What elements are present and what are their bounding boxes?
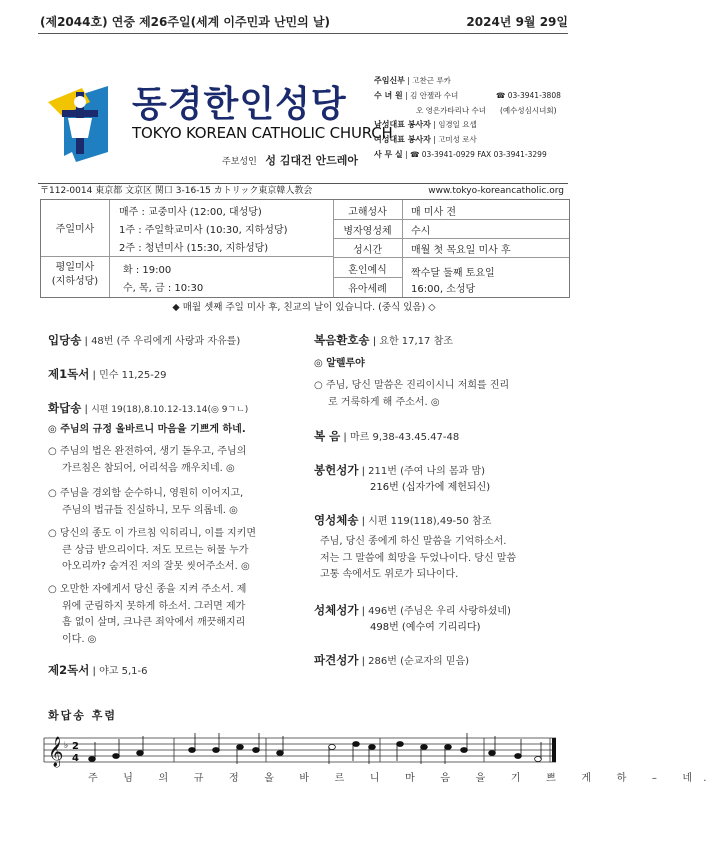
church-address: 〒112-0014 東京都 文京区 関口 3-16-15 カトリック東京韓人教会 <box>40 186 313 196</box>
sacrament-label: 고해성사 <box>348 207 387 218</box>
sacrament-label: 성시간 <box>353 245 382 256</box>
staff-row: 주임신부 | 고찬근 루카 <box>374 76 451 85</box>
staff-row: 오 영은가타리나 수녀 (예수성심시녀회) <box>416 105 557 115</box>
psalm-response: ◎ 주님의 규정 올바르니 마음을 기쁘게 하네. <box>48 424 246 435</box>
communion-hymn: 성체성가 | 496번 (주님은 우리 사랑하셨네) <box>314 603 511 617</box>
staff-row: 수 녀 원 | 김 안젤라 수녀 ☎ 03-3941-3808 <box>374 90 561 100</box>
gospel: 복 음 | 마르 9,38-43.45.47-48 <box>314 429 460 443</box>
issue-header <box>40 13 568 30</box>
issue-title: (제2044호) 연중 제26주일(세계 이주민과 난민의 날) <box>40 15 330 29</box>
weekday-mass-time: 수, 목, 금 : 10:30 <box>123 283 204 294</box>
communion-antiphon: 영성체송 | 시편 119(118),49-50 참조 <box>314 513 492 527</box>
sunday-mass-time: 1주 : 주일학교미사 (10:30, 지하성당) <box>119 225 288 236</box>
psalm-verse: ○ 주님을 경외함 순수하니, 영원히 이어지고, 주님의 법규들 진실하니, 모두 의롭네. ◎ <box>48 488 244 516</box>
second-reading: 제2독서 | 야고 5,1-6 <box>48 663 148 677</box>
sacrament-time: 매 미사 전 <box>411 207 456 218</box>
sacrament-time: 짝수달 둘째 토요일 <box>411 268 495 279</box>
offertory-hymn-2: 216번 (십자가에 제헌되신) <box>370 482 491 493</box>
sacrament-time: 매월 첫 목요일 미사 후 <box>411 245 511 256</box>
offertory-hymn: 봉헌성가 | 211번 (주여 나의 몸과 맘) <box>314 463 486 477</box>
staff-list <box>374 74 574 163</box>
gospel-acclamation: 복음환호송 | 요한 17,17 참조 <box>314 333 453 347</box>
issue-date: 2024년 9월 29일 <box>466 15 568 29</box>
sacrament-label: 병자영성체 <box>343 226 392 237</box>
time-signature-top: 2 <box>72 741 79 752</box>
responsorial-psalm: 화답송 | 시편 19(18),8.10.12-13.14(◎ 9ㄱㄴ) <box>48 401 249 415</box>
treble-clef-icon: 𝄞 <box>48 737 64 767</box>
address-bar <box>40 184 568 199</box>
communion-antiphon-text: 주님, 당신 종에게 하신 말씀을 기억하소서. 저는 그 말씀에 희망을 두었나이다. 당신 말씀 고통 속에서도 위로가 되나이다. <box>320 536 517 580</box>
staff-row: 여성대표 봉사자 | 고미성 로사 <box>374 135 477 145</box>
fellowship-notice: ◆ 매월 셋째 주일 미사 후, 친교의 날이 있습니다. (중식 있음) ◇ <box>172 302 436 313</box>
sacrament-label: 혼인예식 <box>348 265 387 276</box>
church-website-link[interactable]: www.tokyo-koreancatholic.org <box>428 186 564 196</box>
sacrament-label: 유아세례 <box>348 284 387 295</box>
church-name-korean: 동경한인성당 <box>132 84 347 125</box>
psalm-verse: ○ 주님의 법은 완전하여, 생기 돋우고, 주님의 가르침은 참되어, 어리석음 깨우치네. ◎ <box>48 446 247 474</box>
psalm-verse: ○ 오만한 자에게서 당신 종을 지켜 주소서. 제 위에 군림하지 못하게 하소서. 그러면 제가 흠 없이 살며, 크나큰 죄악에서 깨끗해지리 이다. ◎ <box>48 584 247 645</box>
first-reading: 제1독서 | 민수 11,25-29 <box>48 367 167 381</box>
sacrament-time: 수시 <box>411 226 431 237</box>
psalm-verse: ○ 당신의 종도 이 가르침 익히리니, 이를 지키면 큰 상급 받으리이다. 저도 모르는 허물 누가 아오리까? 숨겨진 저의 잘못 씻어주소서. ◎ <box>48 528 257 572</box>
sunday-mass-label: 주일미사 <box>55 224 95 235</box>
patron-saint <box>222 152 358 168</box>
sacrament-time: 16:00, 소성당 <box>411 284 476 295</box>
time-signature-bottom: 4 <box>72 753 79 764</box>
mass-schedule-table <box>40 199 570 298</box>
communion-hymn-2: 498번 (예수여 기리리다) <box>370 622 481 633</box>
recessional-hymn: 파견성가 | 286번 (순교자의 믿음) <box>314 653 470 667</box>
refrain-lyrics: 주 님 의 규 정 올 바 르 니 마 음 을 기 쁘 게 하 – 네. <box>88 773 718 784</box>
flat-icon: ♭ <box>64 741 69 751</box>
refrain-music-staff <box>44 730 564 770</box>
church-logo-icon <box>42 82 124 164</box>
alleluia-verse: ○ 주님, 당신 말씀은 진리이시니 저희를 진리 로 거룩하게 해 주소서. ◎ <box>314 380 510 408</box>
sunday-mass-time: 매주 : 교중미사 (12:00, 대성당) <box>119 207 262 218</box>
entrance-hymn: 입당송 | 48번 (주 우리에게 사랑과 자유를) <box>48 333 241 347</box>
staff-row: 사 무 실 | ☎ 03-3941-0929 FAX 03-3941-3299 <box>374 149 547 159</box>
sunday-mass-time: 2주 : 청년미사 (15:30, 지하성당) <box>119 243 269 254</box>
patron-label: 주보성인 <box>222 157 257 167</box>
alleluia: ◎ 알렐루야 <box>314 358 365 369</box>
weekday-mass-time: 화 : 19:00 <box>123 265 172 276</box>
church-name-english: TOKYO KOREAN CATHOLIC CHURCH <box>132 124 393 142</box>
weekday-mass-label: 평일미사 (지하성당) <box>51 262 99 287</box>
patron-name: 성 김대건 안드레아 <box>265 154 359 167</box>
staff-row: 남성대표 봉사자 | 임경일 요셉 <box>374 120 477 130</box>
header-divider <box>38 33 568 34</box>
refrain-title: 화답송 후렴 <box>48 709 117 722</box>
